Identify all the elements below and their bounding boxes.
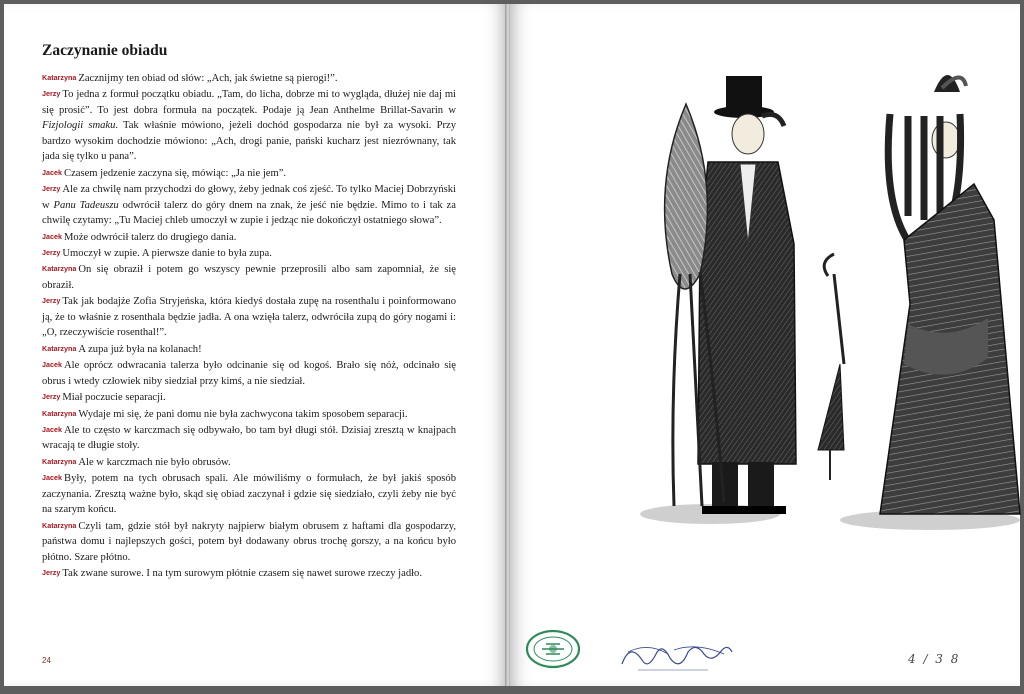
dialogue-turn — [42, 470, 456, 517]
spoken-text: Ale w karczmach nie było obrusów. — [78, 456, 231, 468]
page-number-right: 4 / 3 8 — [908, 652, 961, 666]
dialogue-turn — [42, 406, 456, 422]
spoken-text: Były, potem na tych obrusach spali. Ale mówiliśmy o formułach, że był jakiś sposób zaczynania. Zresztą ważne było, skąd się obiad zaczynał i gdzie się siedziało, czyli żeby nie być na szarym końcu. — [42, 473, 456, 516]
dialogue-turn — [42, 389, 456, 405]
spoken-text: Tak zwane surowe. I na tym surowym płótnie czasem się nawet surowe rzeczy jadło. — [62, 568, 423, 580]
speaker-name: Jacek — [42, 167, 62, 177]
speaker-name: Jerzy — [42, 89, 61, 99]
dialogue-turn — [42, 565, 456, 581]
spoken-text: A zupa już była na kolanach! — [78, 343, 202, 355]
spoken-text: Ale za chwilę nam przychodzi do głowy, żeby jednak coś zjeść. To tylko Maciej Dobrzyński w — [42, 184, 456, 211]
speaker-name: Jacek — [42, 473, 62, 483]
spoken-text: Umoczył w zupie. A pierwsze danie to była zupa. — [62, 247, 272, 259]
spoken-text: . Tak właśnie mówiono, jeżeli dochód gospodarza nie był za wysoki. Przy bardzo wysokim dochodzie mówiono: „Ach, drogi panie, pański kucharz jest niezrównany, tak jada się tylko u pana”. — [42, 120, 456, 163]
book-title-italic: Panu Tadeuszu — [53, 199, 119, 211]
man-figure — [640, 76, 796, 524]
speaker-name: Katarzyna — [42, 264, 77, 274]
spoken-text: To jedna z formuł początku obiadu. „Tam, do licha, dobrze mi to wygląda, dłużej nie daj mi się prosić”. To jest dobra formuła na początek. Podaje ją Jean Anthelme Brillat-Savarin w — [42, 89, 456, 116]
dialogue-turn — [42, 70, 456, 86]
speaker-name: Jerzy — [42, 247, 61, 257]
dialogue-turn — [42, 181, 456, 228]
spoken-text: odwrócił talerz do góry dnem na znak, że jeść nie będzie. Mimo to i tak za chwilę czytamy: „Tu Maciej chleb umoczył w zupie i jedząc nie dokończył ostatniego słowa”. — [42, 199, 456, 227]
spoken-text: Czyli tam, gdzie stół był nakryty najpierw białym obrusem z haftami dla gospodarzy, państwa domu i najlepszych gości, potem był dodawany obrus trochę gorszy, a na końcu było płótno. Szare płótno. — [42, 520, 456, 563]
spoken-text: Wydaje mi się, że pani domu nie była zachwycona takim sposobem separacji. — [78, 408, 408, 420]
spoken-text: Zacznijmy ten obiad od słów: „Ach, jak świetne są pierogi!”. — [78, 73, 338, 84]
speaker-name: Jerzy — [42, 184, 61, 194]
speaker-name: Jacek — [42, 360, 62, 370]
dialogue-turn — [42, 454, 456, 470]
chapter-title: Zaczynanie obiadu — [42, 42, 168, 59]
speaker-name: Katarzyna — [42, 520, 77, 530]
dialogue-turn — [42, 165, 456, 181]
dialogue-turn — [42, 341, 456, 357]
speaker-name: Jerzy — [42, 568, 61, 578]
round-library-stamp-icon — [524, 628, 582, 670]
right-page — [510, 4, 1020, 686]
woman-figure — [818, 75, 1020, 530]
speaker-name: Katarzyna — [42, 343, 77, 353]
spoken-text: Może odwrócił talerz do drugiego dania. — [64, 231, 237, 243]
dialogue-turn — [42, 261, 456, 293]
dialogue-turn — [42, 422, 456, 454]
spoken-text: Miał poczucie separacji. — [62, 392, 166, 404]
spoken-text: On się obraził i potem go wszyscy pewnie przeprosili albo sam zapomniał, że się obraził. — [42, 264, 456, 291]
dialogue-turn — [42, 357, 456, 389]
left-page — [4, 4, 506, 686]
page-number-left: 24 — [42, 656, 51, 665]
book-title-italic: Fizjologii smaku — [42, 120, 116, 132]
dialogue-turn — [42, 86, 456, 164]
dialogue-turn — [42, 518, 456, 565]
speaker-name: Jerzy — [42, 392, 61, 402]
spoken-text: Ale oprócz odwracania talerza było odcinanie się od kogoś. Brało się nóż, odcinało się obrus i wtedy człowiek niby siedział przy kimś, a nie siedział. — [42, 360, 456, 387]
handwritten-signature-stamp-icon — [618, 640, 736, 674]
victorian-couple-illustration — [590, 44, 1024, 564]
dialogue-text — [42, 70, 456, 582]
spoken-text: Czasem jedzenie zaczyna się, mówiąc: „Ja nie jem”. — [64, 167, 287, 179]
dialogue-turn — [42, 293, 456, 340]
speaker-name: Jerzy — [42, 296, 61, 306]
speaker-name: Katarzyna — [42, 73, 77, 82]
speaker-name: Katarzyna — [42, 456, 77, 466]
spoken-text: Ale to często w karczmach się odbywało, bo tam był długi stół. Dzisiaj zresztą w knajpach wracają te długie stoły. — [42, 424, 456, 452]
speaker-name: Jacek — [42, 231, 62, 241]
speaker-name: Katarzyna — [42, 408, 77, 418]
speaker-name: Jacek — [42, 424, 62, 434]
dialogue-turn — [42, 229, 456, 245]
dialogue-turn — [42, 245, 456, 261]
spoken-text: Tak jak bodajże Zofia Stryjeńska, która kiedyś dostała zupę na rosenthalu i poinformowano ją, że to właśnie z rosenthala będzie jadła. A ona wzięła talerz, odwróciła zupą do góry nogami i: „O, rzeczywiście rosenthal!”. — [42, 296, 456, 339]
